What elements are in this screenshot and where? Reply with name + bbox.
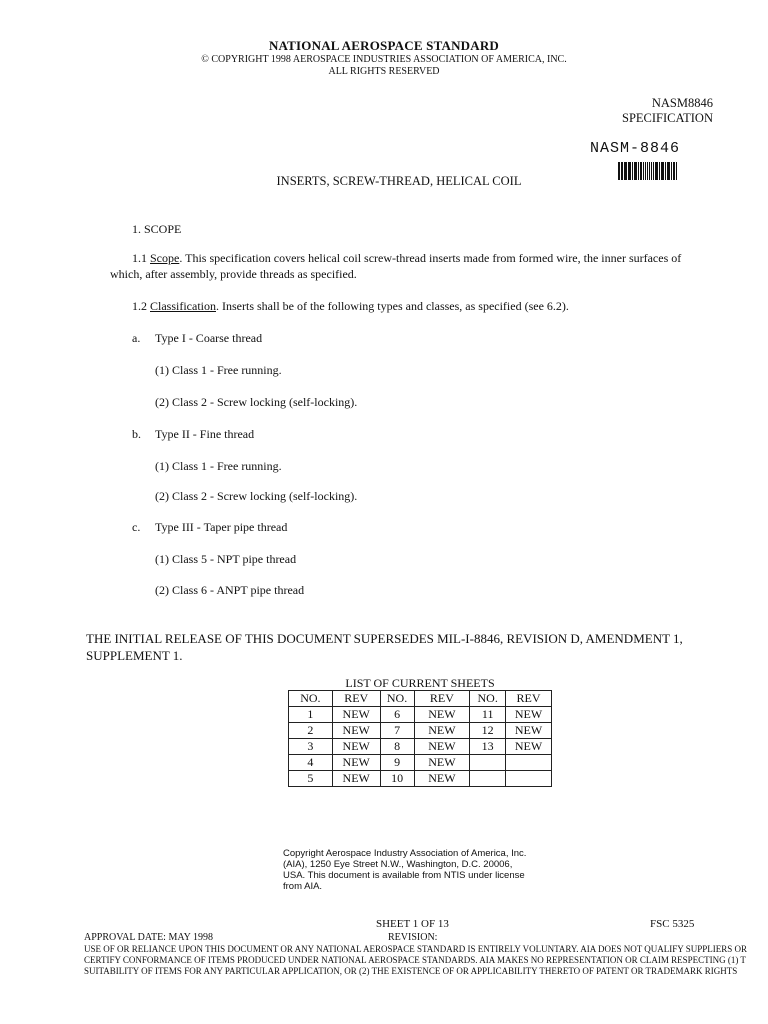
supersedes-line-1: THE INITIAL RELEASE OF THIS DOCUMENT SUPERSEDES MIL-I-8846, REVISION D, AMENDMENT 1, <box>86 631 683 646</box>
table-cell: NO. <box>470 691 506 707</box>
type-1-class-2: (2) Class 2 - Screw locking (self-locking). <box>155 395 358 409</box>
copyright-line-1: Copyright Aerospace Industry Association of America, Inc. <box>283 848 527 859</box>
table-cell: 4 <box>289 755 333 771</box>
copyright-line: © COPYRIGHT 1998 AEROSPACE INDUSTRIES ASSOCIATION OF AMERICA, INC. <box>201 54 567 65</box>
table-cell: NEW <box>506 707 552 723</box>
table-row <box>289 723 552 739</box>
disclaimer-line-3: SUITABILITY OF ITEMS FOR ANY PARTICULAR APPLICATION, OR (2) THE EXISTENCE OF OR APPLICABILITY THERETO OF PATENT OR TRADEMARK RIGHTS <box>84 966 738 976</box>
copyright-line-2: (AIA), 1250 Eye Street N.W., Washington, D.C. 20006, <box>283 859 513 870</box>
document-type: SPECIFICATION <box>622 111 713 125</box>
section-number: 1.2 <box>132 299 150 313</box>
table-cell: NEW <box>332 723 380 739</box>
table-cell: 7 <box>380 723 414 739</box>
type-2-class-1: (1) Class 1 - Free running. <box>155 459 282 473</box>
table-cell <box>470 755 506 771</box>
table-row <box>289 739 552 755</box>
table-cell: NEW <box>506 723 552 739</box>
table-cell: 13 <box>470 739 506 755</box>
standard-title: NATIONAL AEROSPACE STANDARD <box>268 38 500 53</box>
copyright-line-3: USA. This document is available from NTIS under license <box>283 870 525 881</box>
section-text: . Inserts shall be of the following types and classes, as specified (see 6.2). <box>216 299 569 313</box>
table-cell <box>470 771 506 787</box>
copyright-notice <box>283 848 553 892</box>
disclaimer-line-2: CERTIFY CONFORMANCE OF ITEMS PRODUCED UNDER NATIONAL AEROSPACE STANDARDS. AIA MAKES NO REPRESENTATION OR CLAIM RESPECTING (1) T <box>84 955 746 965</box>
type-2-text: Type II - Fine thread <box>155 427 255 441</box>
table-cell: 3 <box>289 739 333 755</box>
revision-label: REVISION: <box>388 932 438 943</box>
table-cell: 6 <box>380 707 414 723</box>
table-row <box>289 707 552 723</box>
table-header-row <box>289 691 552 707</box>
table-cell <box>506 771 552 787</box>
table-cell: REV <box>332 691 380 707</box>
approval-date: APPROVAL DATE: MAY 1998 <box>84 932 214 943</box>
table-cell: 10 <box>380 771 414 787</box>
type-1-class-1: (1) Class 1 - Free running. <box>155 363 282 377</box>
document-stamp: NASM-8846 <box>590 140 681 157</box>
section-1-1 <box>132 251 732 266</box>
table-cell: REV <box>506 691 552 707</box>
table-cell: 2 <box>289 723 333 739</box>
table-cell: NEW <box>414 707 470 723</box>
table-cell: NO. <box>289 691 333 707</box>
document-title: INSERTS, SCREW-THREAD, HELICAL COIL <box>276 174 522 188</box>
copyright-line-4: from AIA. <box>283 881 323 892</box>
table-cell: NEW <box>506 739 552 755</box>
list-marker-b: b. <box>132 427 141 441</box>
table-cell: 11 <box>470 707 506 723</box>
table-cell: 5 <box>289 771 333 787</box>
supersedes-line-2: SUPPLEMENT 1. <box>86 648 183 663</box>
rights-line: ALL RIGHTS RESERVED <box>328 66 440 77</box>
list-marker-a: a. <box>132 331 141 345</box>
table-cell: NEW <box>332 755 380 771</box>
table-cell <box>506 755 552 771</box>
type-1-text: Type I - Coarse thread <box>155 331 263 345</box>
disclaimer <box>84 944 764 977</box>
type-3-class-5: (1) Class 5 - NPT pipe thread <box>155 552 297 566</box>
table-cell: NEW <box>414 771 470 787</box>
type-3-class-6: (2) Class 6 - ANPT pipe thread <box>155 583 305 597</box>
table-cell: 12 <box>470 723 506 739</box>
table-cell: NEW <box>414 739 470 755</box>
document-number: NASM8846 <box>651 96 713 110</box>
table-cell: 1 <box>289 707 333 723</box>
table-cell: 9 <box>380 755 414 771</box>
section-1-1-continued: which, after assembly, provide threads as specified. <box>110 267 357 281</box>
table-cell: NEW <box>414 723 470 739</box>
table-row <box>289 755 552 771</box>
type-3-text: Type III - Taper pipe thread <box>155 520 288 534</box>
table-cell: 8 <box>380 739 414 755</box>
table-cell: NEW <box>332 707 380 723</box>
sheets-caption: LIST OF CURRENT SHEETS <box>345 676 495 690</box>
supersedes-notice <box>86 630 726 664</box>
section-1-2 <box>132 299 569 314</box>
disclaimer-line-1: USE OF OR RELIANCE UPON THIS DOCUMENT OR ANY NATIONAL AEROSPACE STANDARD IS ENTIRELY VOLUNTARY. AIA DOES NOT QUALIFY SUPPLIERS OR <box>84 944 747 954</box>
table-cell: NEW <box>332 771 380 787</box>
table-cell: NEW <box>414 755 470 771</box>
sheets-table <box>288 690 552 787</box>
type-2-class-2: (2) Class 2 - Screw locking (self-locking). <box>155 489 358 503</box>
table-row <box>289 771 552 787</box>
list-marker-c: c. <box>132 520 141 534</box>
table-cell: NEW <box>332 739 380 755</box>
fsc-code: FSC 5325 <box>650 918 695 930</box>
table-cell: NO. <box>380 691 414 707</box>
section-heading-scope: 1. SCOPE <box>132 222 182 236</box>
table-cell: REV <box>414 691 470 707</box>
section-label: Classification <box>150 299 216 313</box>
section-text: . This specification covers helical coil screw-thread inserts made from formed wire, the inner surfaces of <box>179 251 682 265</box>
sheet-number: SHEET 1 OF 13 <box>376 918 449 930</box>
section-label: Scope <box>150 251 180 265</box>
section-number: 1.1 <box>132 251 150 265</box>
